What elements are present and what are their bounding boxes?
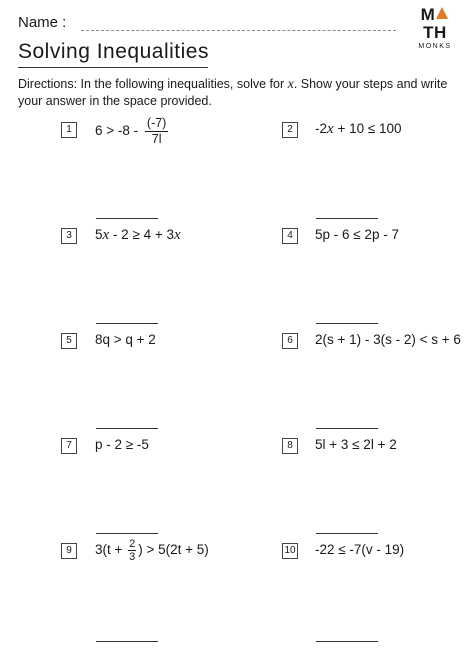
answer-line-6[interactable] — [316, 428, 378, 429]
problem-2 — [315, 121, 402, 138]
directions-text-after: . Show your steps and write your answer in the space provided. — [18, 77, 448, 108]
problem-2-lead: -2 — [315, 121, 328, 136]
name-row — [18, 12, 388, 34]
logo-triangle-icon — [436, 7, 448, 19]
problem-number-10: 10 — [282, 543, 298, 559]
logo-sub: MONKS — [418, 43, 452, 50]
problem-2-var: x — [327, 121, 334, 137]
problem-4: 5p - 6 ≤ 2p - 7 — [315, 227, 399, 242]
problem-3-v1: x — [102, 227, 110, 243]
problem-number-2: 2 — [282, 122, 298, 138]
problem-10: -22 ≤ -7(v - 19) — [315, 542, 405, 557]
problem-6: 2(s + 1) - 3(s - 2) < s + 6 — [315, 332, 461, 347]
problem-3-p2: - 2 ≥ 4 + 3 — [109, 227, 175, 242]
answer-line-8[interactable] — [316, 533, 378, 534]
problem-number-8: 8 — [282, 438, 298, 454]
problem-1-lead: 6 > -8 - — [95, 123, 142, 139]
math-monks-logo — [410, 5, 460, 50]
problem-9-fraction — [128, 538, 136, 563]
problem-number-4: 4 — [282, 228, 298, 244]
answer-line-4[interactable] — [316, 323, 378, 324]
answer-line-2[interactable] — [316, 218, 378, 219]
answer-line-3[interactable] — [96, 323, 158, 324]
problem-number-6: 6 — [282, 333, 298, 349]
problem-1-fraction — [145, 116, 168, 147]
problem-1-frac-den: 7l — [151, 132, 162, 146]
answer-line-10[interactable] — [316, 641, 378, 642]
logo-word-left: M — [420, 5, 436, 24]
problem-1-frac-num: (-7) — [146, 116, 167, 130]
answer-line-9[interactable] — [96, 641, 158, 642]
problem-8: 5l + 3 ≤ 2l + 2 — [315, 437, 397, 452]
problem-1 — [95, 116, 168, 147]
name-label: Name : — [18, 14, 67, 31]
problem-9-lead: 3(t + — [95, 542, 127, 558]
directions-variable: x — [287, 77, 294, 92]
page-title: Solving Inequalities — [18, 40, 209, 63]
name-line[interactable] — [81, 30, 396, 31]
problem-number-5: 5 — [61, 333, 77, 349]
problem-3-v2: x — [174, 227, 181, 243]
logo-word — [410, 6, 460, 42]
problem-9-frac-num: 2 — [129, 538, 136, 550]
problem-3-p1: 5 — [95, 227, 103, 242]
problem-number-7: 7 — [61, 438, 77, 454]
answer-line-1[interactable] — [96, 218, 158, 219]
problem-9-tail: ) > 5(2t + 5) — [138, 542, 209, 558]
answer-line-7[interactable] — [96, 533, 158, 534]
problem-9 — [95, 538, 209, 563]
problem-2-tail: + 10 ≤ 100 — [333, 121, 402, 136]
problem-3 — [95, 227, 181, 244]
title-underline — [18, 67, 208, 68]
problem-5: 8q > q + 2 — [95, 332, 156, 347]
problem-9-frac-den: 3 — [129, 551, 136, 563]
problem-number-9: 9 — [61, 543, 77, 559]
problem-7: p - 2 ≥ -5 — [95, 437, 149, 452]
answer-line-5[interactable] — [96, 428, 158, 429]
logo-word-right: TH — [423, 23, 447, 42]
directions — [18, 76, 458, 109]
directions-text-before: Directions: In the following inequalities, solve for — [18, 77, 288, 91]
problem-number-1: 1 — [61, 122, 77, 138]
problem-number-3: 3 — [61, 228, 77, 244]
